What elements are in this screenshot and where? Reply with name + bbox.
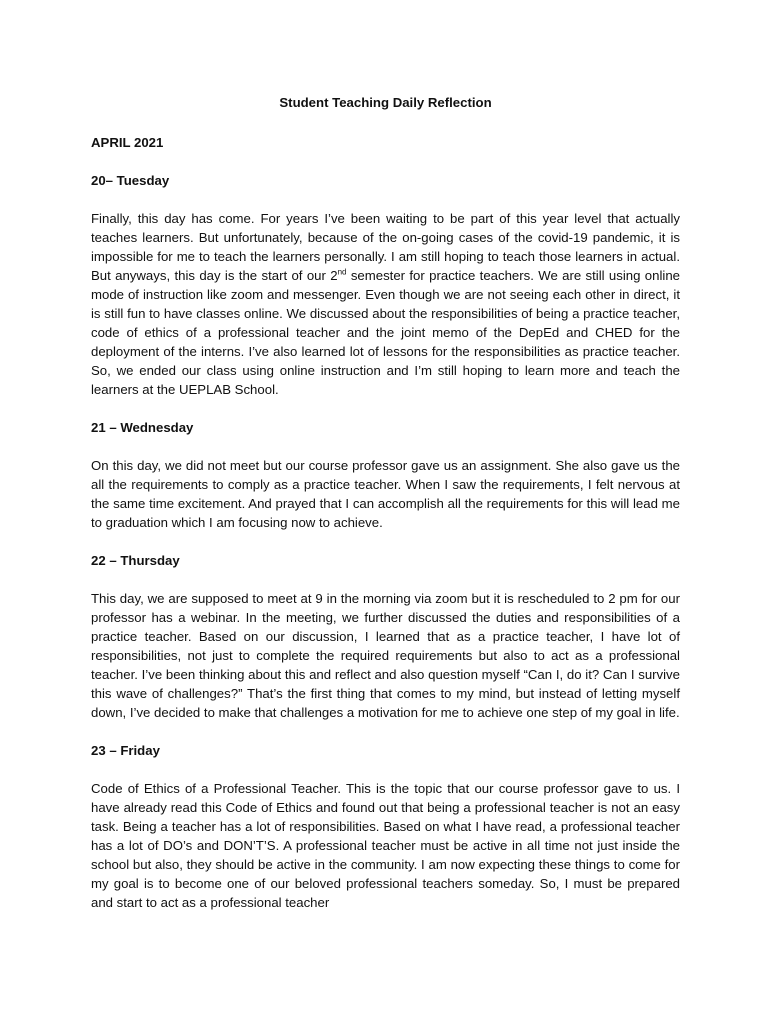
entry-body xyxy=(91,209,680,399)
entry-april-23 xyxy=(91,741,680,912)
entry-heading: 21 – Wednesday xyxy=(91,420,194,435)
month-heading: APRIL 2021 xyxy=(91,135,164,150)
entry-april-22 xyxy=(91,551,680,722)
entry-april-21 xyxy=(91,418,680,532)
entry-body: This day, we are supposed to meet at 9 in the morning via zoom but it is rescheduled to 2 pm for our professor has a webinar. In the meeting, we further discussed the duties and responsibilities of a practice teacher. Based on our discussion, I learned that as a practice teacher, I have lot of responsibilities, not just to complete the required requirements but also to act as a professional teacher. I’ve been thinking about this and reflect and also question myself “Can I, do it? Can I survive this wave of challenges?” That’s the first thing that comes to my mind, but instead of letting myself down, I’ve decided to make that challenges a motivation for me to achieve one step of my goal in life. xyxy=(91,591,680,720)
entry-body-text: Finally, this day has come. For years I’ve been waiting to be part of this year level that actually teaches learners. But unfortunately, because of the on-going cases of the covid-19 pandemic, it is impossible for me to teach the learners personally. I am still hoping to teach those learners in actual. But anyways, this day is the start of our 2 xyxy=(91,211,680,283)
entry-heading: 22 – Thursday xyxy=(91,553,180,568)
entry-body: On this day, we did not meet but our course professor gave us an assignment. She also gave us the all the requirements to comply as a practice teacher. When I saw the requirements, I felt nervous at the same time excitement. And prayed that I can accomplish all the requirements for this will lead me to graduation which I am focusing now to achieve. xyxy=(91,458,680,530)
document-title: Student Teaching Daily Reflection xyxy=(279,95,492,110)
entry-april-20 xyxy=(91,171,680,399)
ordinal-suffix: nd xyxy=(337,267,347,277)
entry-heading: 20– Tuesday xyxy=(91,173,170,188)
entry-heading: 23 – Friday xyxy=(91,743,160,758)
entry-body: Code of Ethics of a Professional Teacher. This is the topic that our course professor gave to us. I have already read this Code of Ethics and found out that being a professional teacher is not an easy task. Being a teacher has a lot of responsibilities. Based on what I have read, a professional teacher has a lot of DO’s and DON’T’S. A professional teacher must be active in all time not just inside the school but also, they should be active in the community. I am now expecting these things to come for my goal is to become one of our beloved professional teachers someday. So, I must be prepared and start to act as a professional teacher xyxy=(91,781,680,910)
entry-body-text: semester for practice teachers. We are still using online mode of instruction like zoom and messenger. Even though we are not seeing each other in direct, it is still fun to have classes online. We discussed about the responsibilities of being a practice teacher, code of ethics of a professional teacher and the joint memo of the DepEd and CHED for the deployment of the interns. I’ve also learned lot of lessons for the responsibilities as practice teacher. So, we ended our class using online instruction and I’m still hoping to learn more and teach the learners at the UEPLAB School. xyxy=(91,268,680,397)
